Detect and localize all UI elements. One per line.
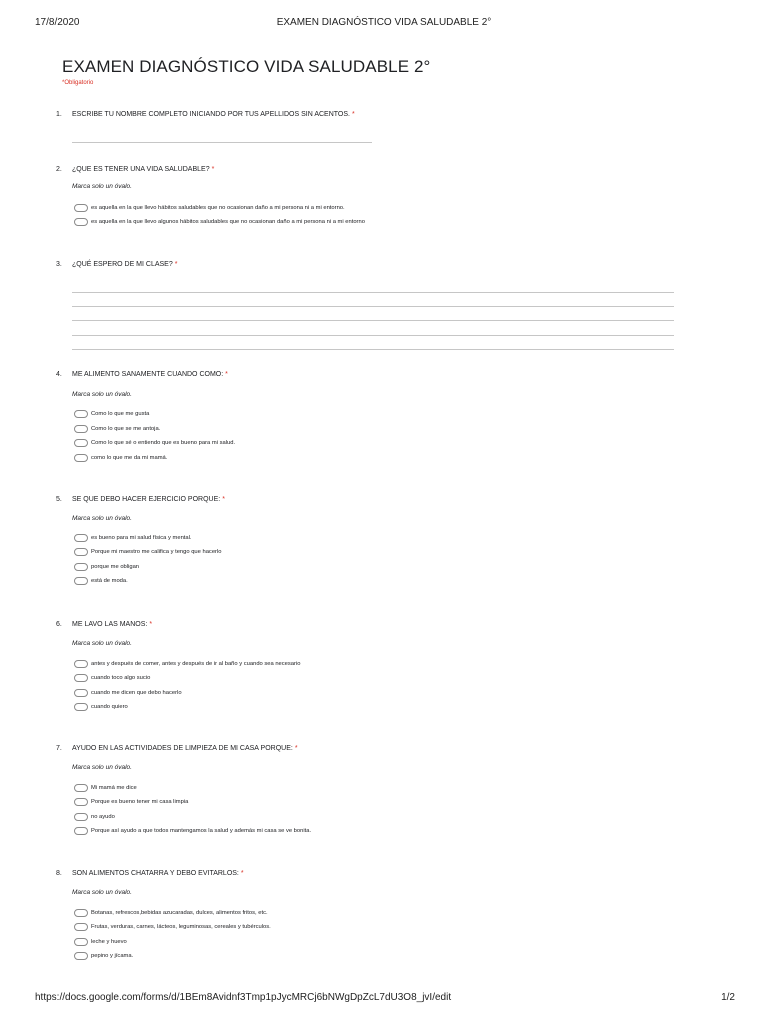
radio-option[interactable] (74, 688, 182, 698)
option-label: Como lo que me gusta (91, 411, 150, 417)
radio-option[interactable] (74, 547, 222, 557)
question-text: ESCRIBE TU NOMBRE COMPLETO INICIANDO POR TUS APELLIDOS SIN ACENTOS. * (72, 111, 355, 118)
print-header (0, 17, 768, 31)
required-marker: * (174, 261, 178, 268)
option-label: pepino y jícama. (91, 953, 134, 959)
question-number: 6. (56, 621, 62, 628)
paragraph-answer-line[interactable] (72, 320, 674, 321)
oval-radio-icon[interactable] (74, 689, 88, 697)
option-label: Porque así ayudo a que todos mantengamos la salud y además mi casa se ve bonita. (91, 828, 312, 834)
oval-radio-icon[interactable] (74, 813, 88, 821)
oval-radio-icon[interactable] (74, 909, 88, 917)
print-title: EXAMEN DIAGNÓSTICO VIDA SALUDABLE 2° (276, 17, 492, 28)
instruction-hint: Marca solo un óvalo. (72, 764, 132, 771)
question-number: 3. (56, 261, 62, 268)
question-header (0, 496, 768, 508)
required-marker: * (211, 166, 215, 173)
oval-radio-icon[interactable] (74, 439, 88, 447)
option-label: está de moda. (91, 578, 128, 584)
radio-option[interactable] (74, 659, 300, 669)
question-header (0, 111, 768, 123)
option-label: cuando quiero (91, 704, 128, 710)
option-label: como lo que me da mi mamá. (91, 455, 168, 461)
oval-radio-icon[interactable] (74, 454, 88, 462)
paragraph-answer-line[interactable] (72, 292, 674, 293)
radio-option[interactable] (74, 576, 128, 586)
radio-option[interactable] (74, 409, 149, 419)
option-label: es bueno para mi salud física y mental. (91, 535, 192, 541)
oval-radio-icon[interactable] (74, 425, 88, 433)
oval-radio-icon[interactable] (74, 577, 88, 585)
paragraph-answer-line[interactable] (72, 306, 674, 307)
oval-radio-icon[interactable] (74, 827, 88, 835)
question-4 (0, 371, 768, 461)
option-label: cuando toco algo sucio (91, 675, 151, 681)
paragraph-answer-line[interactable] (72, 335, 674, 336)
radio-option[interactable] (74, 438, 235, 448)
question-text: AYUDO EN LAS ACTIVIDADES DE LIMPIEZA DE MI CASA PORQUE: * (72, 745, 298, 752)
radio-option[interactable] (74, 922, 271, 932)
option-label: Como lo que sé o entiendo que es bueno para mi salud. (91, 440, 236, 446)
required-marker: * (240, 870, 244, 877)
radio-option[interactable] (74, 203, 345, 213)
oval-radio-icon[interactable] (74, 218, 88, 226)
oval-radio-icon[interactable] (74, 923, 88, 931)
required-marker: * (149, 621, 153, 628)
question-number: 8. (56, 870, 62, 877)
radio-option[interactable] (74, 951, 133, 961)
option-label: Porque es bueno tener mi casa limpia (91, 799, 189, 805)
question-8 (0, 870, 768, 959)
question-header (0, 621, 768, 633)
radio-option[interactable] (74, 783, 137, 793)
option-label: leche y huevo (91, 939, 127, 945)
radio-option[interactable] (74, 797, 188, 807)
instruction-hint: Marca solo un óvalo. (72, 391, 132, 398)
print-date: 17/8/2020 (35, 17, 80, 28)
radio-option[interactable] (74, 673, 150, 683)
radio-option[interactable] (74, 812, 115, 822)
page-number: 1/2 (721, 992, 735, 1003)
question-number: 2. (56, 166, 62, 173)
question-text: ME ALIMENTO SANAMENTE CUANDO COMO: * (72, 371, 228, 378)
option-label: antes y después de comer, antes y después de ir al baño y cuando sea necesario (91, 661, 301, 667)
print-url: https://docs.google.com/forms/d/1BEm8Avidnf3Tmp1pJycMRCj6bNWgDpZcL7dU3O8_jvI/edit (35, 992, 452, 1003)
question-number: 7. (56, 745, 62, 752)
required-note: *Obligatorio (62, 80, 94, 86)
question-number: 4. (56, 371, 62, 378)
option-label: Porque mi maestro me califica y tengo que hacerlo (91, 549, 222, 555)
question-5 (0, 496, 768, 584)
required-marker: * (294, 745, 298, 752)
oval-radio-icon[interactable] (74, 534, 88, 542)
question-number: 1. (56, 111, 62, 118)
option-label: porque me obligan (91, 564, 140, 570)
question-text: SE QUE DEBO HACER EJERCICIO PORQUE: * (72, 496, 225, 503)
instruction-hint: Marca solo un óvalo. (72, 515, 132, 522)
form-title: EXAMEN DIAGNÓSTICO VIDA SALUDABLE 2° (62, 57, 431, 76)
radio-option[interactable] (74, 533, 192, 543)
question-number: 5. (56, 496, 62, 503)
question-header (0, 870, 768, 882)
required-marker: * (352, 111, 355, 118)
option-label: Botanas, refrescos,bebidas azucaradas, dulces, alimentos fritos, etc. (91, 910, 268, 916)
question-text: ME LAVO LAS MANOS: * (72, 621, 153, 628)
option-label: Frutas, verduras, carnes, lácteos, leguminosas, cereales y tubérculos. (91, 924, 271, 930)
option-label: no ayudo (91, 814, 115, 820)
question-2 (0, 166, 768, 225)
oval-radio-icon[interactable] (74, 784, 88, 792)
instruction-hint: Marca solo un óvalo. (72, 640, 132, 647)
question-text: ¿QUÉ ESPERO DE MI CLASE? * (72, 261, 178, 268)
option-label: Como lo que se me antoja. (91, 426, 161, 432)
required-marker: * (222, 496, 225, 503)
question-text: SON ALIMENTOS CHATARRA Y DEBO EVITARLOS: * (72, 870, 244, 877)
radio-option[interactable] (74, 937, 127, 947)
question-header (0, 371, 768, 383)
print-footer (0, 992, 768, 1006)
oval-radio-icon[interactable] (74, 410, 88, 418)
option-label: cuando me dicen que debo hacerlo (91, 690, 182, 696)
oval-radio-icon[interactable] (74, 674, 88, 682)
oval-radio-icon[interactable] (74, 952, 88, 960)
question-text: ¿QUE ES TENER UNA VIDA SALUDABLE? * (72, 166, 215, 173)
paragraph-answer-line[interactable] (72, 349, 674, 350)
question-3 (0, 261, 768, 273)
oval-radio-icon[interactable] (74, 563, 88, 571)
oval-radio-icon[interactable] (74, 703, 88, 711)
question-7 (0, 745, 768, 834)
radio-option[interactable] (74, 826, 311, 836)
oval-radio-icon[interactable] (74, 938, 88, 946)
option-label: es aquella en la que llevo hábitos saludables que no ocasionan daño a mi persona ni a mi entorno. (91, 205, 345, 211)
oval-radio-icon[interactable] (74, 660, 88, 668)
question-header (0, 166, 768, 178)
option-label: Mi mamá me dice (91, 785, 137, 791)
instruction-hint: Marca solo un óvalo. (72, 889, 132, 896)
option-label: es aquella en la que llevo algunos hábitos saludables que no ocasionan daño a mi persona ni a mi entorno (91, 219, 365, 225)
question-header (0, 745, 768, 757)
radio-option[interactable] (74, 424, 160, 434)
question-1 (0, 111, 768, 123)
oval-radio-icon[interactable] (74, 548, 88, 556)
radio-option[interactable] (74, 702, 128, 712)
question-6 (0, 621, 768, 710)
radio-option[interactable] (74, 562, 139, 572)
question-header (0, 261, 768, 273)
required-marker: * (225, 371, 228, 378)
radio-option[interactable] (74, 908, 268, 918)
radio-option[interactable] (74, 217, 365, 227)
oval-radio-icon[interactable] (74, 204, 88, 212)
short-answer-line[interactable] (72, 142, 372, 143)
instruction-hint: Marca solo un óvalo. (72, 183, 132, 190)
radio-option[interactable] (74, 453, 167, 463)
oval-radio-icon[interactable] (74, 798, 88, 806)
